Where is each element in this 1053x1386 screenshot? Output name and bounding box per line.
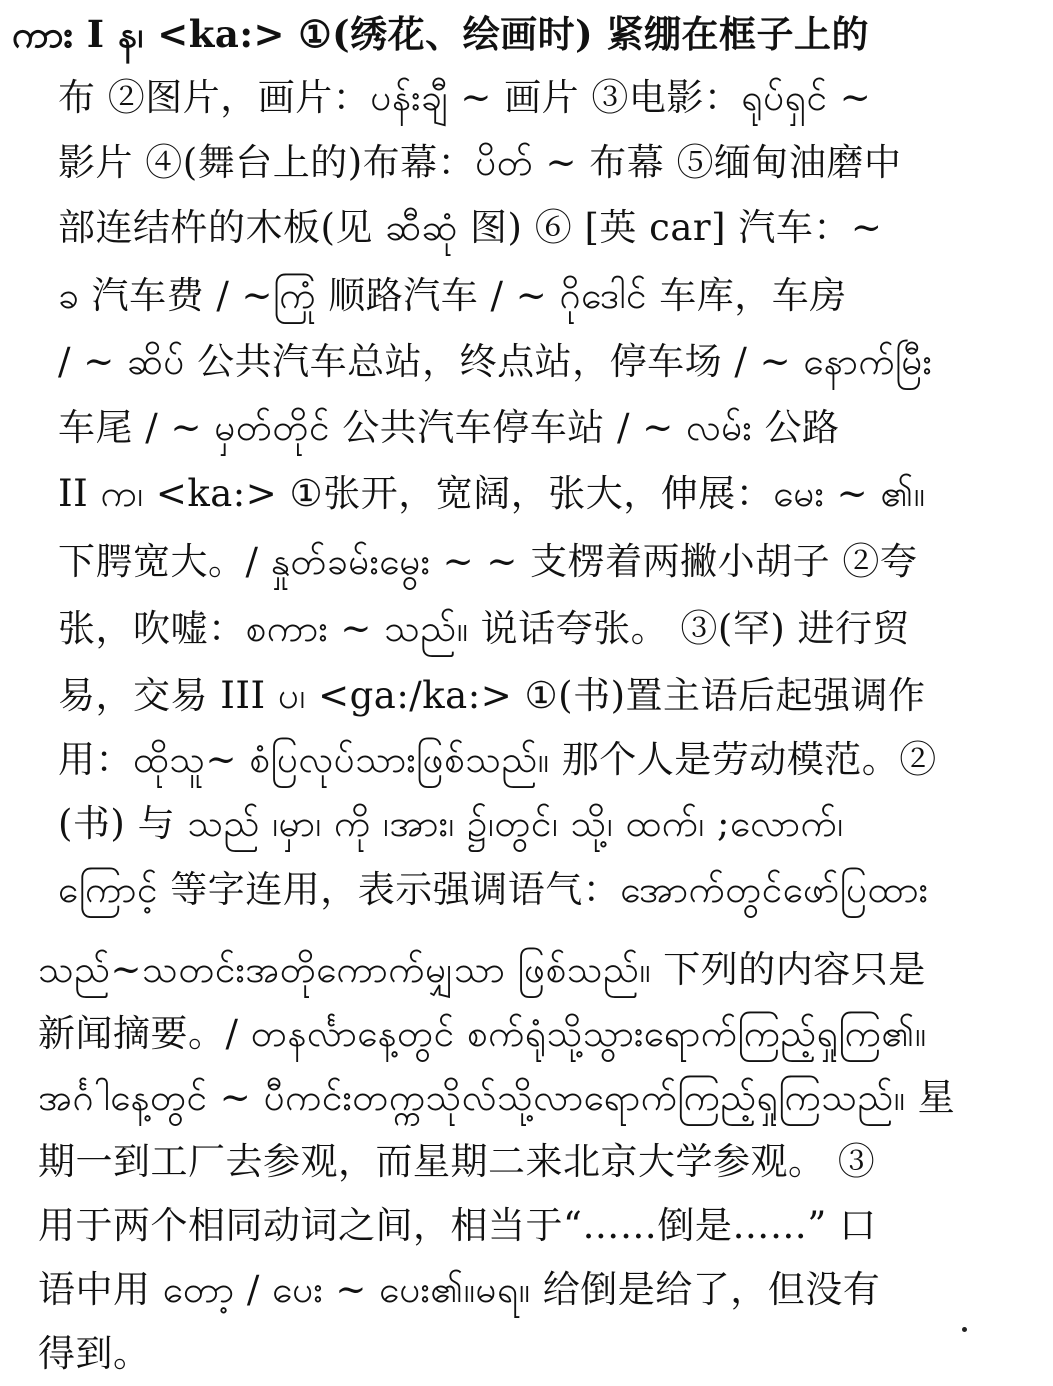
entry-line-18: 期一到工厂去参观，而星期二来北京大学参观。 ③ — [38, 1140, 876, 1183]
entry-line-1: ကား I န၊ <ka:> ①(绣花、绘画时) 紧绷在框子上的 — [12, 12, 869, 56]
entry-line-2: 布 ②图片，画片：ပန်းချီ ~ 画片 ③电影：ရုပ်ရှင် ~ — [58, 76, 872, 119]
entry-line-8: II က၊ <ka:> ①张开，宽阔，张大，伸展：မေး ~ ၏။ — [58, 472, 926, 515]
entry-line-12: 用：ထိုသူ~ စံပြလုပ်သားဖြစ်သည်။ 那个人是劳动模范。② — [58, 738, 937, 781]
entry-line-20: 语中用 တော့ / ပေး ~ ပေး၏။မရ။ 给倒是给了，但没有 — [38, 1268, 881, 1311]
entry-line-13: (书) 与 သည် ၊မှာ၊ ကို ၊အား၊ ၌၊တွင်၊ သို့၊ ထက်၊ ;လောက်၊ — [58, 802, 844, 845]
entry-line-3: 影片 ④(舞台上的)布幕：ပိတ် ~ 布幕 ⑤缅甸油磨中 — [58, 141, 902, 184]
entry-line-5: ခ 汽车费 / ~ကြုံ 顺路汽车 / ~ ဂိုဒေါင် 车库，车房 — [58, 274, 847, 317]
ink-speck — [962, 1327, 967, 1332]
entry-line-17: အင်္ဂါနေ့တွင် ~ ပီကင်းတက္ကသိုလ်သို့လာရောက်ကြည့်ရှုကြသည်။ 星 — [38, 1076, 956, 1119]
entry-line-21: 得到。 — [38, 1332, 151, 1375]
entry-line-14: ကြောင့် 等字连用，表示强调语气：အောက်တွင်ဖော်ပြထား — [58, 868, 929, 911]
entry-line-6: / ~ ဆိပ် 公共汽车总站，终点站，停车场 / ~ နောက်မြီး — [58, 340, 933, 383]
entry-line-9: 下腭宽大。/ နှုတ်ခမ်းမွေး ~ ~ 支楞着两撇小胡子 ②夸 — [58, 540, 918, 583]
entry-line-11: 易，交易 III ပ၊ <ga:/ka:> ①(书)置主语后起强调作 — [58, 674, 926, 717]
entry-line-4: 部连结杵的木板(见 ဆီဆုံ 图) ⑥ [英 car] 汽车：~ — [58, 206, 883, 249]
entry-line-15: သည်~သတင်းအတိုကောက်မျှသာ ဖြစ်သည်။ 下列的内容只是 — [38, 948, 926, 991]
entry-line-7: 车尾 / ~ မှတ်တိုင် 公共汽车停车站 / ~ လမ်း 公路 — [58, 406, 840, 449]
entry-line-16: 新闻摘要。/ တနင်္လာနေ့တွင် စက်ရုံသို့သွားရောက်ကြည့်ရှုကြ၏။ — [38, 1012, 927, 1055]
entry-line-19: 用于两个相同动词之间，相当于“……倒是……” 口 — [38, 1204, 877, 1247]
entry-line-10: 张，吹嘘：စကား ~ သည်။ 说话夸张。 ③(罕) 进行贸 — [58, 607, 911, 650]
